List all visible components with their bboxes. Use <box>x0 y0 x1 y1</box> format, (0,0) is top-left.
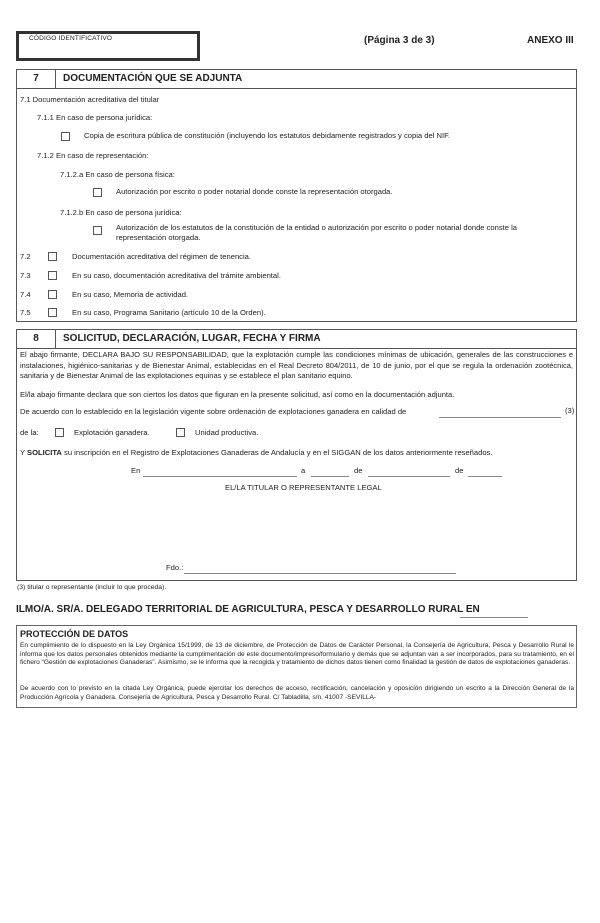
item-7-3-text: En su caso, documentación acreditativa del trámite ambiental. <box>72 271 281 280</box>
data-protection-box <box>16 625 577 708</box>
annex-label: ANEXO III <box>527 35 574 46</box>
checkbox-activity-report[interactable] <box>48 290 57 299</box>
page-indicator: (Página 3 de 3) <box>364 35 435 46</box>
item-7-3-number: 7.3 <box>20 271 31 280</box>
productive-unit-label: Unidad productiva. <box>195 428 259 437</box>
quality-input-line[interactable] <box>439 417 561 418</box>
item-7-5-text: En su caso, Programa Sanitario (artículo 10 de la Orden). <box>72 308 266 317</box>
item-7-4-text: En su caso, Memoria de actividad. <box>72 290 189 299</box>
checkbox-tenure-regime[interactable] <box>48 252 57 261</box>
footnote: (3) titular o representante (incluir lo que proceda). <box>17 584 167 591</box>
item-7-4-number: 7.4 <box>20 290 31 299</box>
province-input-line[interactable] <box>460 617 528 618</box>
day-input-line[interactable] <box>311 476 349 477</box>
item-7-2-text: Documentación acreditativa del régimen de tenencia. <box>72 252 251 261</box>
certification-text: El/la abajo firmante declara que son ciertos los datos que figuran en la presente solicitud, así como en la documentación adjunta. <box>20 390 455 399</box>
request-rest: su inscripción en el Registro de Explotaciones Ganaderas de Andalucía y en el SIGGAN de los datos anteriormente reseñados. <box>61 448 493 457</box>
checkbox-deed-copy[interactable] <box>61 132 70 141</box>
checkbox-sanitary-program[interactable] <box>48 308 57 317</box>
place-de2-label: de <box>455 466 464 475</box>
data-protection-paragraph-2: De acuerdo con lo previsto en la citada Ley Orgánica, puede ejercitar los derechos de acceso, rectificación, cancelación y oposición dirigiendo un escrito a la Dirección General de la Producción Agrícola y Ganadera. Consejería de Agricultura, Pesca y Desarrollo Rural. C/ Tabladilla, s/n. 41007 -SEVILLA- <box>20 685 574 701</box>
item-7-1-2-a-text: Autorización por escrito o poder notarial donde conste la representación otorgada. <box>116 187 393 196</box>
livestock-farm-label: Explotación ganadera. <box>74 428 150 437</box>
item-7-1-2-a-label: 7.1.2.a En caso de persona física: <box>60 170 175 179</box>
place-a-label: a <box>301 466 306 475</box>
month-input-line[interactable] <box>368 476 450 477</box>
section-7-title: DOCUMENTACIÓN QUE SE ADJUNTA <box>63 73 243 84</box>
addressee: ILMO/A. SR/A. DELEGADO TERRITORIAL DE AGRICULTURA, PESCA Y DESARROLLO RURAL EN <box>16 604 480 615</box>
year-input-line[interactable] <box>468 476 502 477</box>
checkbox-environmental-procedure[interactable] <box>48 271 57 280</box>
checkbox-natural-person-authorization[interactable] <box>93 188 102 197</box>
request-text <box>20 448 492 458</box>
item-7-1-2-b-label: 7.1.2.b En caso de persona jurídica: <box>60 208 182 217</box>
quality-footnote-ref: (3) <box>565 406 575 415</box>
identification-code-label: CÓDIGO IDENTIFICATIVO <box>29 35 113 42</box>
signed-label: Fdo.: <box>166 563 184 572</box>
section-7-number: 7 <box>17 70 56 88</box>
item-7-1-1-text: Copia de escritura pública de constitución (incluyendo los estatutos debidamente registrados y copia del NIF. <box>84 131 450 140</box>
checkbox-productive-unit[interactable] <box>176 428 185 437</box>
checkbox-livestock-farm[interactable] <box>55 428 64 437</box>
identification-code-field[interactable] <box>16 31 200 61</box>
request-bold: SOLICITA <box>27 448 62 457</box>
data-protection-paragraph-1: En cumplimiento de lo dispuesto en la Ley Orgánica 15/1999, de 13 de diciembre, de Protección de Datos de Carácter Personal, la Consejería de Agricultura, Pesca y Desarrollo Rural le informa que los datos personales obtenidos mediante la cumplimentación de este documento/impreso/formulario y demás que se adjuntan van a ser incorporados, para su tratamiento, en el fichero “Gestión de explotaciones Ganaderas”. Asimismo, se le informa que la recogida y tratamiento de dichos datos tienen como finalidad la gestión de datos de explotaciones ganaderas. <box>20 642 574 667</box>
item-7-5-number: 7.5 <box>20 308 31 317</box>
item-7-1-2-b-text-line1: Autorización de los estatutos de la constitución de la entidad o autorización por escrito o poder notarial donde conste la <box>116 223 518 232</box>
declaration-text: El abajo firmante, DECLARA BAJO SU RESPONSABILIDAD, que la explotación cumple las condiciones mínimas de ubicación, generales de las construcciones e instalaciones, higiénico-sanitarias y de Bienestar Animal, establecidas en el Real Decreto 804/2011, de 10 de junio, por el que se regula la ordenación zootécnica, sanitaria y de Bienestar Animal de las explotaciones equinas y se establece el plan sanitario equino. <box>20 350 573 380</box>
section-7 <box>16 69 577 322</box>
item-7-1-1-label: 7.1.1 En caso de persona jurídica: <box>37 113 153 122</box>
place-de1-label: de <box>354 466 363 475</box>
signer-title: EL/LA TITULAR O REPRESENTANTE LEGAL <box>225 483 382 492</box>
signature-input-line[interactable] <box>184 573 456 574</box>
section-8-number: 8 <box>17 330 56 348</box>
of-the-label: de la: <box>20 428 39 437</box>
section-8 <box>16 329 577 581</box>
place-en-label: En <box>131 466 141 475</box>
section-7-header <box>17 70 576 89</box>
data-protection-title: PROTECCIÓN DE DATOS <box>20 629 129 639</box>
quality-text: De acuerdo con lo establecido en la legislación vigente sobre ordenación de explotaciones ganadera en calidad de <box>20 407 407 416</box>
checkbox-legal-entity-authorization[interactable] <box>93 226 102 235</box>
request-prefix: Y <box>20 448 28 457</box>
item-7-1-2-b-text-line2: representación otorgada. <box>116 233 201 242</box>
section-8-title: SOLICITUD, DECLARACIÓN, LUGAR, FECHA Y FIRMA <box>63 333 321 344</box>
item-7-1-label: 7.1 Documentación acreditativa del titular <box>20 95 160 104</box>
item-7-2-number: 7.2 <box>20 252 31 261</box>
section-8-header <box>17 330 576 349</box>
item-7-1-2-label: 7.1.2 En caso de representación: <box>37 151 149 160</box>
place-input-line[interactable] <box>143 476 297 477</box>
